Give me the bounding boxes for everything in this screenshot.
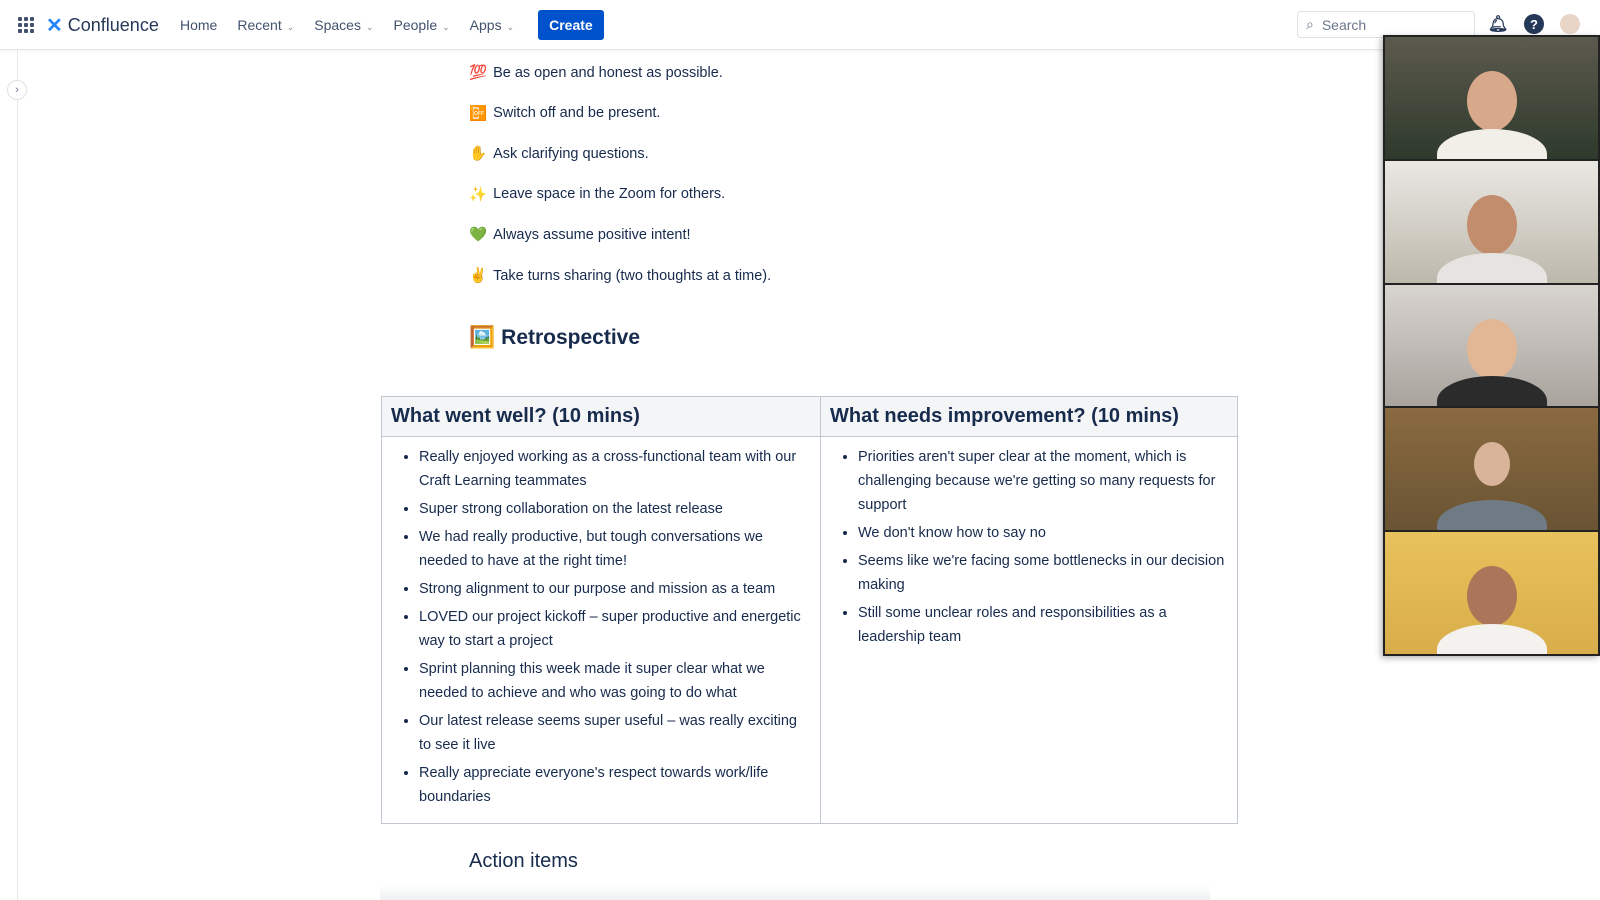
participant-face <box>1467 195 1517 255</box>
sidebar-edge <box>17 50 18 900</box>
nav-apps[interactable]: Apps ⌄ <box>469 17 515 33</box>
chevron-down-icon: ⌄ <box>365 22 374 32</box>
needs-improvement-cell[interactable] <box>821 437 1238 824</box>
participant-video[interactable] <box>1385 37 1598 159</box>
went-well-cell[interactable] <box>382 437 821 824</box>
emoji-icon: 💚 <box>469 227 488 244</box>
participant-video[interactable] <box>1385 285 1598 407</box>
column-header: What went well? (10 mins) <box>382 397 821 437</box>
emoji-icon: 💯 <box>469 65 488 81</box>
list-item: • Really enjoyed working as a cross-functional team with our Craft Learning teammates <box>419 445 811 493</box>
emoji-icon: ✌️ <box>469 268 488 284</box>
participant-body <box>1437 253 1547 283</box>
notification-bell-icon[interactable]: 🔔︎ <box>1487 16 1509 33</box>
participant-video[interactable] <box>1385 161 1598 283</box>
picture-icon: 🖼️ <box>469 326 496 349</box>
list-item: • We had really productive, but tough conversations we needed to have at the right time! <box>419 525 811 573</box>
retrospective-heading: 🖼️ Retrospective <box>469 326 641 349</box>
confluence-logo[interactable]: ✕ Confluence <box>46 15 159 37</box>
nav-home[interactable]: Home <box>180 17 218 33</box>
participant-face <box>1467 71 1517 131</box>
guideline-item: 📴 Switch off and be present. <box>469 105 661 122</box>
avatar[interactable] <box>1560 14 1580 34</box>
retrospective-table <box>381 396 1238 824</box>
list-item: • Sprint planning this week made it super clear what we needed to achieve and who was going to do what <box>419 657 811 705</box>
list-item: • Really appreciate everyone's respect towards work/life boundaries <box>419 761 811 809</box>
participant-face <box>1467 566 1517 626</box>
list-item: • Priorities aren't super clear at the moment, which is challenging because we're getting so many requests for support <box>858 445 1228 517</box>
guideline-item: 💚 Always assume positive intent! <box>469 226 691 244</box>
participant-video[interactable] <box>1385 532 1598 654</box>
help-icon[interactable]: ? <box>1524 14 1544 34</box>
main-nav <box>180 0 604 50</box>
emoji-icon: ✨ <box>469 186 488 203</box>
nav-people[interactable]: People ⌄ <box>393 17 450 33</box>
divider <box>380 885 1210 900</box>
action-items-heading: Action items <box>469 850 578 872</box>
create-button[interactable]: Create <box>538 10 604 40</box>
chevron-down-icon: ⌄ <box>506 22 515 32</box>
guideline-item: ✨ Leave space in the Zoom for others. <box>469 186 726 203</box>
nav-recent[interactable]: Recent ⌄ <box>237 17 295 33</box>
list-item: • Still some unclear roles and responsibilities as a leadership team <box>858 601 1228 649</box>
guideline-item: 💯 Be as open and honest as possible. <box>469 64 723 81</box>
column-header: What needs improvement? (10 mins) <box>821 397 1238 437</box>
nav-spaces[interactable]: Spaces ⌄ <box>314 17 374 33</box>
emoji-icon: 📴 <box>469 105 488 122</box>
participant-body <box>1437 500 1547 530</box>
list-item: • We don't know how to say no <box>858 521 1228 545</box>
participant-body <box>1437 129 1547 159</box>
app-switcher-icon[interactable] <box>18 17 34 33</box>
chevron-down-icon: ⌄ <box>442 22 450 32</box>
guideline-item: ✋ Ask clarifying questions. <box>469 145 649 163</box>
confluence-mark-icon: ✕ <box>46 15 63 37</box>
chevron-down-icon: ⌄ <box>286 22 295 32</box>
expand-sidebar-button[interactable]: › <box>7 80 27 100</box>
list-item: • LOVED our project kickoff – super productive and energetic way to start a project <box>419 605 811 653</box>
video-call-panel[interactable] <box>1383 35 1600 656</box>
guideline-item: ✌️ Take turns sharing (two thoughts at a time). <box>469 267 772 284</box>
emoji-icon: ✋ <box>469 146 488 163</box>
search-icon: ⌕ <box>1306 16 1314 32</box>
participant-body <box>1437 376 1547 406</box>
participant-face <box>1467 319 1517 379</box>
list-item: • Strong alignment to our purpose and mission as a team <box>419 577 811 601</box>
participant-body <box>1437 624 1547 654</box>
top-nav <box>0 0 1600 50</box>
participant-video[interactable] <box>1385 408 1598 530</box>
list-item: • Seems like we're facing some bottlenecks in our decision making <box>858 549 1228 597</box>
search-input[interactable]: ⌕ Search <box>1297 11 1475 38</box>
list-item: • Our latest release seems super useful – was really exciting to see it live <box>419 709 811 757</box>
list-item: • Super strong collaboration on the latest release <box>419 497 811 521</box>
participant-face <box>1474 442 1510 486</box>
